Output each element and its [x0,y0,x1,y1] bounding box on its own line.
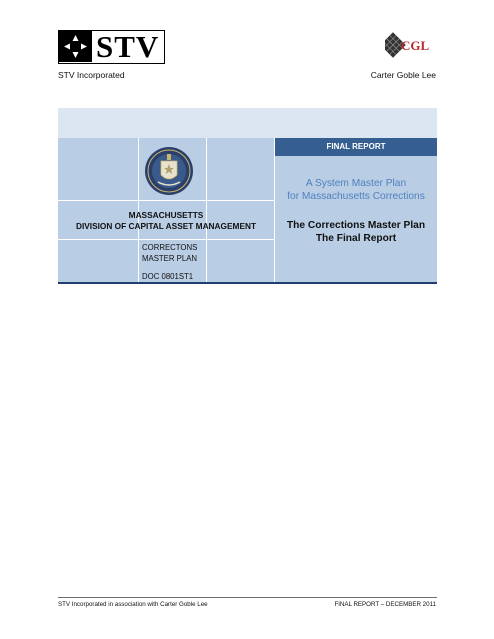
cover-block [58,108,437,283]
cgl-logo-text: CGL [401,38,430,53]
headline-line-2: for Massachusetts Corrections [287,191,425,202]
doc-number: DOC 0801ST1 [142,272,194,281]
stv-compass-icon [59,31,92,62]
client-title [58,210,274,232]
cgl-logo [385,30,433,60]
cover-bottom-rule [58,282,437,284]
stv-logo [58,30,165,64]
report-subhead [275,219,437,245]
project-info [142,242,197,282]
client-line-2: DIVISION OF CAPITAL ASSET MANAGEMENT [75,221,257,231]
project-line-1: CORRECTONS [142,243,198,252]
report-headline [275,177,437,203]
massachusetts-seal-icon [144,146,194,196]
subhead-line-2: The Final Report [315,233,397,244]
client-line-1: MASSACHUSETTS [128,210,204,220]
cgl-company-name: Carter Goble Lee [370,70,436,80]
footer-left-text: STV Incorporated in association with Carter Goble Lee [58,601,208,608]
final-report-label: FINAL REPORT [326,142,386,151]
subhead-line-1: The Corrections Master Plan [286,220,426,231]
cover-right-panel [275,138,437,282]
grid-divider [58,239,274,240]
stv-company-name: STV Incorporated [58,70,125,80]
grid-divider [58,200,274,201]
stv-logo-text: STV [96,29,160,64]
final-report-bar [275,138,437,156]
footer-right-text: FINAL REPORT – DECEMBER 2011 [334,601,436,608]
cover-top-band [58,108,437,138]
project-line-2: MASTER PLAN [142,254,198,263]
footer-rule [58,597,437,598]
headline-line-1: A System Master Plan [305,178,407,189]
